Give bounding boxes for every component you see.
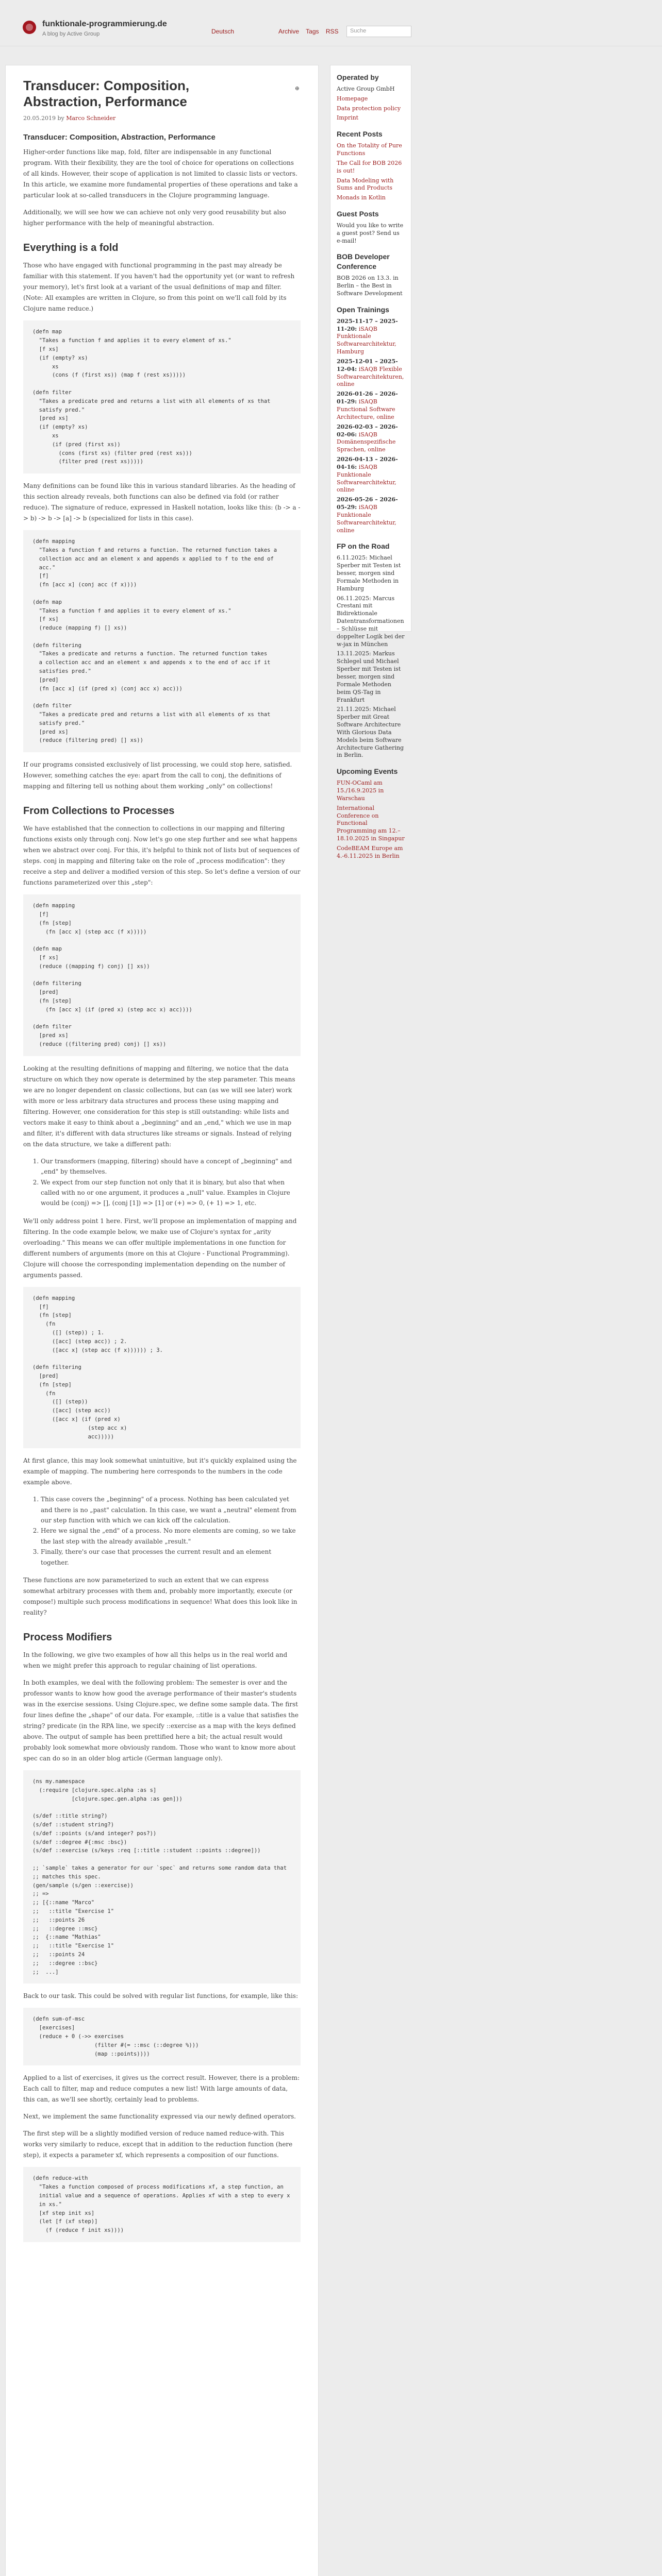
events-heading: Upcoming Events [337, 767, 398, 776]
bob-heading: BOB Developer Conference [337, 252, 390, 271]
paragraph: At first glance, this may look somewhat unintuitive, but it's quickly explained using the example of mapping. The numbering here corresponds to the numbers in the code example above. [23, 1457, 297, 1486]
training-date: 2026-01-26 – 2026-01-29: [337, 391, 398, 405]
paragraph: Looking at the resulting definitions of mapping and filtering, we notice that the data structure on which they now operate is determined by the step parameter. This means we are no longer dependent on classic collections, but can (as we will see later) work with more or less arbitrary data structures and process these using mapping and filtering. However, one consideration for this step is still outstanding: while lists and vectors make it easy to think about a „beginning" and an „end," which we use in map and filter, it's different with data structures like streams or signals. Instead of relying on the data structure, we take a different path: [23, 1064, 295, 1148]
code-block: (defn sum-of-msc [exercises] (reduce + 0 (->> exercises (filter #(= ::msc (::degree %))) (map ::points)))) [23, 2008, 301, 2065]
fp-road-heading: FP on the Road [337, 542, 390, 551]
intro-heading: Transducer: Composition, Abstraction, Performance [23, 133, 216, 142]
post-meta [23, 115, 301, 122]
language-link[interactable]: Deutsch [211, 28, 235, 35]
search-input[interactable]: Suche [346, 26, 411, 37]
homepage-link[interactable]: Homepage [337, 95, 368, 102]
paragraph: Applied to a list of exercises, it gives us the correct result. However, there is a problem: Each call to filter, map and reduce computes a new list! With large amounts of data, this can, as we'll see shortly, certainly lead to problems. [23, 2074, 300, 2104]
site-header [0, 0, 662, 46]
paragraph: Next, we implement the same functionality expressed via our newly defined operators. [23, 2113, 296, 2121]
list [41, 1494, 301, 1568]
training-date: 2025-11-17 – 2025-11-20: [337, 317, 398, 332]
list-item: 1. This case covers the „beginning" of a process. Nothing has been calculated yet and there is no „past" calculation. In this case, we want a „neutral" element from our step function with which we can kick off the calculation. [41, 1494, 301, 1526]
nav-tags[interactable]: Tags [306, 28, 319, 35]
section-heading: Everything is a fold [23, 242, 119, 254]
paragraph: The first step will be a slightly modified version of reduce named reduce-with. This works very similarly to reduce, except that in addition to the reduction function (here step), it expects a parameter xf, which represents a composition of our functions. [23, 2130, 293, 2159]
guest-text: Would you like to write a guest post? Send us e-mail! [337, 222, 404, 244]
author-link[interactable]: Marco Schneider [66, 115, 116, 122]
site-logo-icon[interactable] [23, 21, 36, 34]
list-item: 2. Here we signal the „end" of a process. No more elements are coming, so we take the last step with the already available „result." [41, 1526, 301, 1547]
paragraph: These functions are now parameterized to such an extent that we can express somewhat arbitrary processes with them and, probably more importantly, execute (or compose!) multiple such process modifications in sequence! What does this look like in reality? [23, 1577, 297, 1617]
code-block: (defn mapping [f] (fn [step] (fn ([] (step)) ; 1. ([acc] (step acc)) ; 2. ([acc x] (step acc (f x)))))) ; 3. (defn filtering [pred] (fn [step] (fn ([] (step)) ([acc] (step acc)) ([acc x] (if (pred x) (step acc x) acc))))) [23, 1287, 301, 1449]
bob-text[interactable]: BOB 2026 on 13.3. in Berlin – the Best in Software Development [337, 275, 403, 297]
event-link[interactable]: International Conference on Functional Programming am 12.–18.10.2025 in Singapur [337, 804, 405, 842]
paragraph: We have established that the connection to collections in our mapping and filtering functions exists only through conj. Now let's go one step further and see what happens when we abstract over conj. For this, it's helpful to think not of lists but of sequences of steps. conj in mapping and filtering take on the role of „process modification": they receive a step and deliver a modified version of this step. So let's define a version of our functions parameterized over this „step": [23, 825, 301, 887]
training-date: 2025-12-01 – 2025-12-04: [337, 358, 398, 372]
rss-icon[interactable]: ⊕ [294, 85, 300, 92]
top-nav [278, 28, 344, 35]
paragraph: Back to our task. This could be solved with regular list functions, for example, like this: [23, 1992, 299, 2000]
operated-heading: Operated by [337, 73, 379, 81]
nav-rss[interactable]: RSS [325, 28, 339, 35]
recent-post-link[interactable]: The Call for BOB 2026 is out! [337, 159, 402, 174]
list-item: 1. Our transformers (mapping, filtering) should have a concept of „beginning" and „end" by themselves. [41, 1156, 301, 1177]
paragraph: Those who have engaged with functional programming in the past may already be familiar with this statement. If you haven't had the opportunity yet (or want to refresh your memory), let's first look at a variant of the usual definitions of map and filter. (Note: All examples are written in Clojure, so from this point on we'll call fold by its Clojure name reduce.) [23, 262, 295, 313]
paragraph: If our programs consisted exclusively of list processing, we could stop here, satisfied. However, something catches the eye: apart from the call to conj, the definitions of mapping and filtering tell us nothing about them working „only" on collections! [23, 761, 292, 790]
operated-name: Active Group GmbH [337, 85, 395, 92]
training-date: 2026-04-13 – 2026-04-16: [337, 456, 398, 470]
trainings-heading: Open Trainings [337, 305, 389, 314]
fp-road-item: 06.11.2025: Marcus Crestani mit Bidirektionale Datentransformationen – Schlüsse mit doppelter Logik bei der w-jax in München [337, 595, 405, 648]
list-item: 2. We expect from our step function not only that it is binary, but also that when called with no or one argument, it produces a „null" value. Examples in Clojure would be (conj) => [], (conj [1]) => [1] or (+) => 0, (+ 1) => 1, etc. [41, 1177, 301, 1209]
fp-road-item: 21.11.2025: Michael Sperber mit Great Software Architecture With Glorious Data Models beim Software Architecture Gathering in Berlin. [337, 706, 404, 759]
paragraph: Many definitions can be found like this in various standard libraries. As the heading of this section already reveals, both functions can also be defined via fold (or rather reduce). The signature of reduce, expressed in Haskell notation, looks like this: (b -> a -> b) -> b -> [a] -> b (specialized for lists in this case). [23, 482, 301, 522]
recent-post-link[interactable]: Monads in Kotlin [337, 194, 386, 201]
fp-road-item: 6.11.2025: Michael Sperber mit Testen ist besser, morgen sind Formale Methoden in Hamburg [337, 554, 401, 592]
paragraph: We'll only address point 1 here. First, we'll propose an implementation of mapping and filtering. In the code example below, we make use of Clojure's syntax for „arity overloading." This means we can offer multiple implementations in one function for different numbers of arguments (more on this at Clojure - Functional Programming). Clojure will choose the corresponding implementation depending on the number of arguments passed. [23, 1217, 297, 1279]
code-block: (ns my.namespace (:require [clojure.spec.alpha :as s] [clojure.spec.gen.alpha :as gen])) (s/def ::title string?) (s/def ::student string?) (s/def ::points (s/and integer? pos?)) (s/def ::degree #{:msc :bsc}) (s/def ::exercise (s/keys :req [::title ::student ::points ::degree])) ;; `sample` takes a generator for our `spec` and returns some random data that ;; matches this spec. (gen/sample (s/gen ::exercise)) ;; => ;; [{::name "Marco" ;; ::title "Exercise 1" ;; ::points 26 ;; ::degree ::msc} ;; {::name "Mathias" ;; ::title "Exercise 1" ;; ::points 24 ;; ::degree ::bsc} ;; ...] [23, 1770, 301, 1984]
privacy-link[interactable]: Data protection policy [337, 105, 401, 112]
nav-archive[interactable]: Archive [278, 28, 300, 35]
site-tagline: A blog by Active Group [42, 31, 100, 37]
training-link[interactable]: iSAQB Funktionale Softwarearchitektur, Hamburg [337, 325, 396, 355]
post-date: 20.05.2019 by [23, 115, 64, 122]
training-link[interactable]: iSAQB Funktionale Softwarearchitektur, online [337, 504, 396, 534]
post-title: Transducer: Composition, Abstraction, Performance [23, 78, 190, 110]
article [5, 65, 319, 2576]
recent-heading: Recent Posts [337, 130, 383, 139]
sidebar [330, 65, 411, 859]
code-block: (defn reduce-with "Takes a function composed of process modifications xf, a step function, an initial value and a sequence of operations. Applies xf with a step to every x in xs." [xf step init xs] (let [f (xf step)] (f (reduce f init xs)))) [23, 2167, 301, 2242]
event-link[interactable]: CodeBEAM Europe am 4.-6.11.2025 in Berlin [337, 844, 403, 859]
paragraph: Additionally, we will see how we can achieve not only very good reusability but also higher performance with the help of meaningful abstraction. [23, 209, 286, 227]
code-block: (defn mapping "Takes a function f and returns a function. The returned function takes a collection acc and an element x and appends x applied to f to the end of acc." [f] (fn [acc x] (conj acc (f x)))) (defn map "Takes a function f and applies it to every element of xs." [f xs] (reduce (mapping f) [] xs)) (defn filtering "Takes a predicate and returns a function. The returned function takes a collection acc and an element x and appends x to the end of acc if it satisfies pred." [pred] (fn [acc x] (if (pred x) (conj acc x) acc))) (defn filter "Takes a predicate pred and returns a list with all elements of xs that satisfy pred." [pred xs] (reduce (filtering pred) [] xs)) [23, 530, 301, 752]
paragraph: In both examples, we deal with the following problem: The semester is over and the professor wants to know how good the average performance of their master's students was in the exercise sessions. Using Clojure.spec, we define some sample data. The first four lines define the „shape" of our data. For example, ::title is a value that satisfies the string? predicate (in the RPA line, we specify ::exercise as a map with the keys defined above. The output of sample has been prettified here a bit; the actual result would probably look somewhat more obviously random. Those who want to know more about spec can do so in an older blog article (German language only). [23, 1679, 299, 1762]
section-heading: Process Modifiers [23, 1632, 112, 1643]
imprint-link[interactable]: Imprint [337, 114, 359, 122]
list [41, 1156, 301, 1209]
paragraph: In the following, we give two examples of how all this helps us in the real world and when we might prefer this approach to regular chaining of list operations. [23, 1651, 288, 1670]
site-title[interactable]: funktionale-programmierung.de [42, 20, 167, 28]
training-link[interactable]: iSAQB Domänenspezifische Sprachen, online [337, 431, 396, 453]
recent-post-link[interactable]: On the Totality of Pure Functions [337, 142, 402, 157]
training-link[interactable]: iSAQB Flexible Softwarearchitekturen, online [337, 365, 404, 388]
list-item: 3. Finally, there's our case that processes the current result and an element together. [41, 1547, 301, 1568]
section-heading: From Collections to Processes [23, 805, 175, 817]
paragraph: Higher-order functions like map, fold, filter are indispensable in any functional program. With their flexibility, they are the tool of choice for operations on collections of all kinds. However, their scope of application is not limited to classic lists or vectors. In this article, we examine more fundamental properties of these operations and take a particular look at so-called transducers in the Clojure programming language. [23, 148, 298, 199]
code-block: (defn mapping [f] (fn [step] (fn [acc x] (step acc (f x))))) (defn map [f xs] (reduce ((mapping f) conj) [] xs)) (defn filtering [pred] (fn [step] (fn [acc x] (if (pred x) (step acc x) acc)))) (defn filter [pred xs] (reduce ((filtering pred) conj) [] xs)) [23, 894, 301, 1056]
training-date: 2026-05-26 – 2026-05-29: [337, 496, 398, 511]
event-link[interactable]: FUN-OCaml am 15./16.9.2025 in Warschau [337, 779, 384, 802]
training-link[interactable]: iSAQB Funktionale Softwarearchitektur, online [337, 463, 396, 494]
fp-road-item: 13.11.2025: Markus Schlegel und Michael Sperber mit Testen ist besser, morgen sind Formale Methoden beim QS-Tag in Frankfurt [337, 650, 401, 703]
guest-heading: Guest Posts [337, 210, 379, 218]
recent-post-link[interactable]: Data Modeling with Sums and Products [337, 177, 394, 192]
training-link[interactable]: iSAQB Functional Software Architecture, online [337, 398, 395, 420]
code-block: (defn map "Takes a function f and applies it to every element of xs." [f xs] (if (empty? xs) xs (cons (f (first xs)) (map f (rest xs))))) (defn filter "Takes a predicate pred and returns a list with all elements of xs that satisfy pred." [pred xs] (if (empty? xs) xs (if (pred (first xs)) (cons (first xs) (filter pred (rest xs))) (filter pred (rest xs))))) [23, 320, 301, 473]
training-date: 2026-02-03 – 2026-02-06: [337, 423, 398, 438]
